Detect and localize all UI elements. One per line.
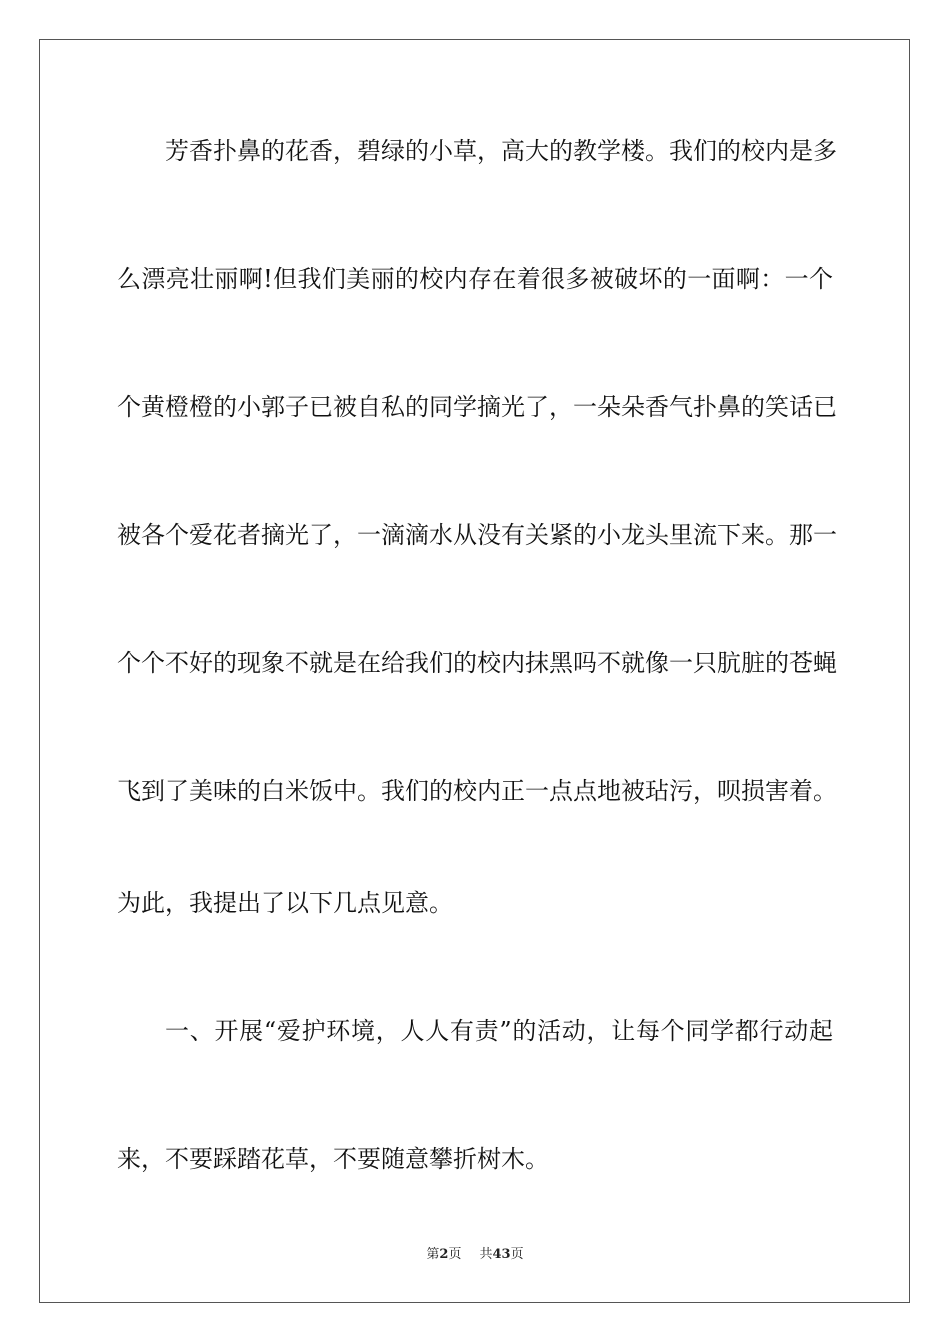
footer-page-prefix: 第 — [426, 1247, 440, 1262]
paragraph-1-line-4: 被各个爱花者摘光了，一滴滴水从没有关紧的小龙头里流下来。那一 — [117, 521, 837, 549]
footer-total-suffix: 页 — [510, 1247, 524, 1262]
footer-page-suffix: 页 — [448, 1247, 462, 1262]
page-footer — [0, 1247, 950, 1263]
footer-total-prefix: 共 — [479, 1247, 493, 1262]
paragraph-1-line-3: 个黄橙橙的小郭子已被自私的同学摘光了，一朵朵香气扑鼻的笑话已 — [117, 393, 837, 421]
paragraph-1-line-1: 芳香扑鼻的花香，碧绿的小草，高大的教学楼。我们的校内是多 — [165, 137, 837, 165]
footer-total-pages: 43 — [492, 1247, 511, 1262]
paragraph-2-line-1: 一、开展“爱护环境，人人有责”的活动，让每个同学都行动起 — [165, 1017, 833, 1045]
paragraph-1-line-2: 么漂亮壮丽啊!但我们美丽的校内存在着很多被破坏的一面啊：一个 — [117, 265, 833, 293]
paragraph-1-line-7: 为此，我提出了以下几点见意。 — [117, 889, 453, 917]
paragraph-1-line-6: 飞到了美味的白米饭中。我们的校内正一点点地被玷污，呗损害着。 — [117, 777, 837, 805]
paragraph-2-line-2: 来，不要踩踏花草，不要随意攀折树木。 — [117, 1145, 549, 1173]
paragraph-1-line-5: 个个不好的现象不就是在给我们的校内抹黑吗不就像一只肮脏的苍蝇 — [117, 649, 837, 677]
footer-page-number: 2 — [439, 1247, 449, 1262]
